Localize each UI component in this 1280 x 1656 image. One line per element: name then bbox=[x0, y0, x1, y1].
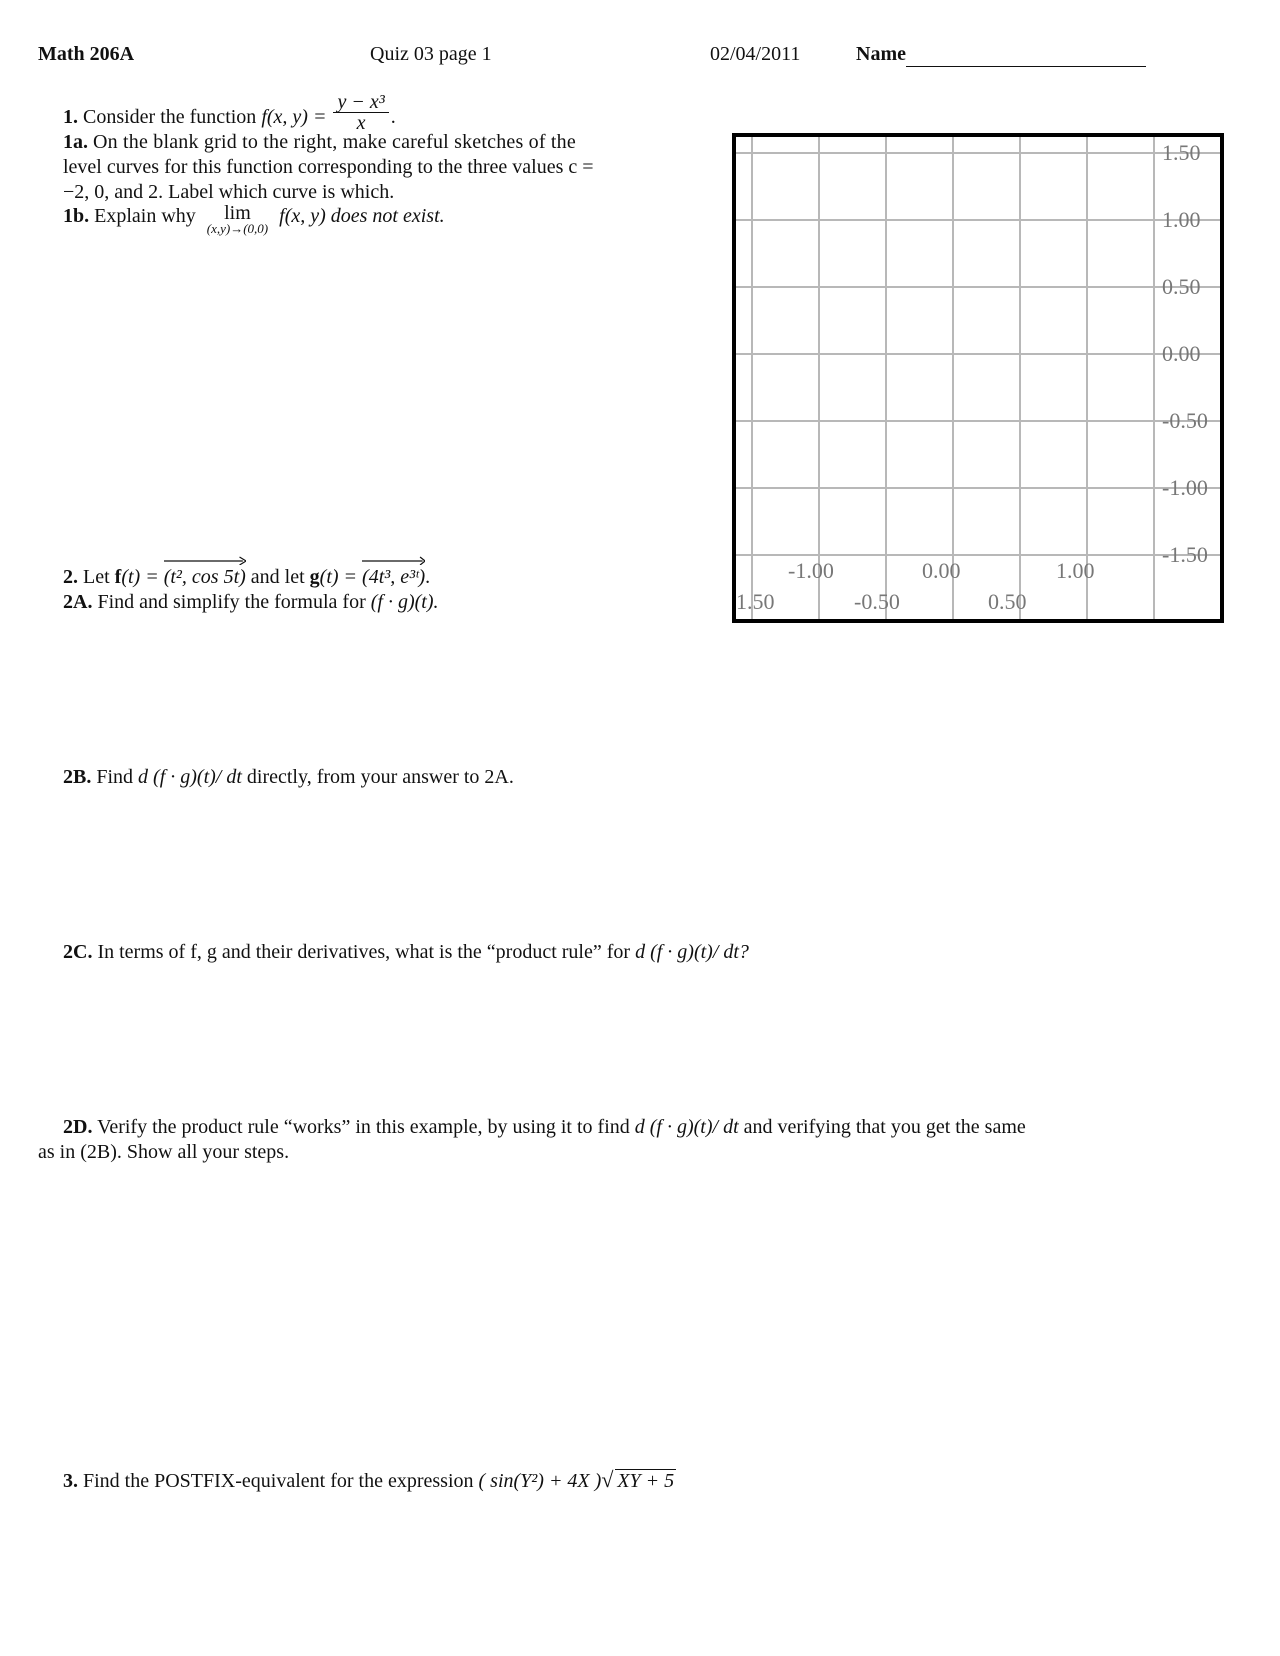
y-tick-label: -0.50 bbox=[1162, 408, 1208, 433]
q1b: 1b. Explain why lim (x,y)→(0,0) f(x, y) does not exist. bbox=[63, 202, 445, 236]
y-tick-label: 1.50 bbox=[1162, 140, 1201, 165]
y-tick-label: 0.00 bbox=[1162, 341, 1201, 366]
q2a: 2A. Find and simplify the formula for (f · g)(t). bbox=[63, 591, 439, 613]
x-tick-label: 0.00 bbox=[922, 558, 961, 583]
name-label: Name bbox=[856, 43, 906, 65]
level-curve-grid[interactable] bbox=[732, 133, 1224, 623]
x-tick-label: -0.50 bbox=[854, 589, 900, 614]
q1a-line3: −2, 0, and 2. Label which curve is which. bbox=[63, 181, 395, 203]
limit-operator: lim (x,y)→(0,0) bbox=[206, 202, 269, 236]
q2d-line1: 2D. Verify the product rule “works” in this example, by using it to find d (f · g)(t)/ dt and verifying that you get the same bbox=[63, 1116, 1026, 1138]
y-tick-label: 1.00 bbox=[1162, 207, 1201, 232]
course-title: Math 206A bbox=[38, 43, 135, 65]
name-line[interactable] bbox=[906, 46, 1146, 67]
q1-fraction: $\frac{\text{y − x³}}{x}$ bbox=[333, 92, 388, 133]
x-tick-label: 1.00 bbox=[1056, 558, 1095, 583]
q1a-line2: level curves for this function corresponding to the three values c = bbox=[63, 156, 594, 178]
y-tick-label: 0.50 bbox=[1162, 274, 1201, 299]
quiz-title: Quiz 03 page 1 bbox=[370, 43, 492, 65]
x-tick-label: -1.00 bbox=[788, 558, 834, 583]
square-root: √ XY + 5 bbox=[601, 1467, 675, 1492]
x-tick-label: 0.50 bbox=[988, 589, 1027, 614]
q2d-line2: as in (2B). Show all your steps. bbox=[38, 1141, 290, 1163]
grid-border bbox=[734, 135, 1222, 621]
vector-f: (t², cos 5t) bbox=[164, 565, 246, 590]
name-field[interactable] bbox=[856, 42, 1146, 67]
q2c: 2C. In terms of f, g and their derivatives, what is the “product rule” for d (f · g)(t)/ dt? bbox=[63, 941, 749, 963]
q2-intro: 2. Let f(t) = (t², cos 5t) and let g(t) = (4t³, e³ᵗ). bbox=[63, 565, 430, 590]
grid-svg[interactable] bbox=[732, 133, 1224, 623]
q1a-line1: 1a. On the blank grid to the right, make careful sketches of the bbox=[63, 131, 576, 153]
q3: 3. Find the POSTFIX-equivalent for the expression ( sin(Y²) + 4X ) √ XY + 5 bbox=[63, 1467, 675, 1492]
quiz-date: 02/04/2011 bbox=[710, 43, 801, 65]
q2b: 2B. Find d (f · g)(t)/ dt directly, from your answer to 2A. bbox=[63, 766, 514, 788]
y-tick-label: -1.50 bbox=[1162, 542, 1208, 567]
x-tick-label: 1.50 bbox=[736, 589, 775, 614]
q1-intro: 1. Consider the function f(x, y) = $\frac{\text{y − x³}}{x}$ . bbox=[63, 91, 396, 134]
vector-g: (4t³, e³ᵗ) bbox=[362, 565, 425, 590]
y-tick-label: -1.00 bbox=[1162, 475, 1208, 500]
